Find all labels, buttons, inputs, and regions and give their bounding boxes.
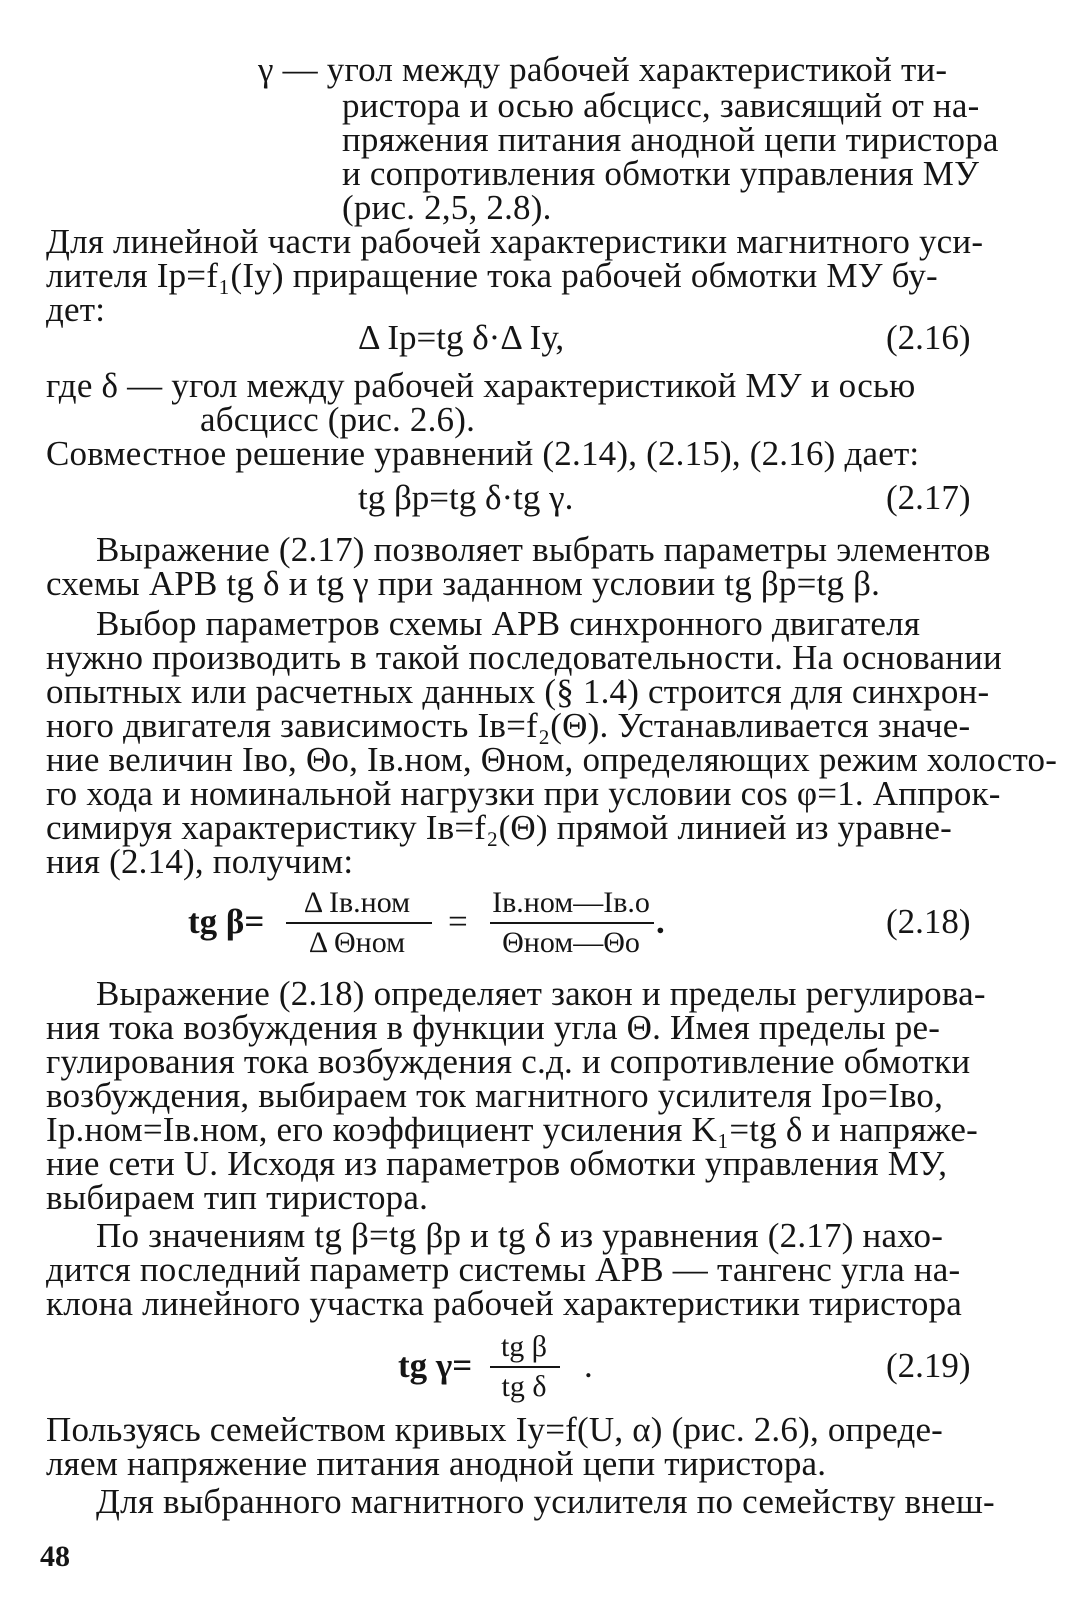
- fraction-numerator: Δ Iв.ном: [303, 886, 411, 919]
- equation-2-18-lhs: tg β=: [188, 902, 265, 941]
- text-line: выбираем тип тиристора.: [46, 1178, 429, 1217]
- text-line: го хода и номинальной нагрузки при условии cos φ=1. Аппрок-: [46, 774, 1001, 813]
- equation-number: (2.16): [886, 318, 971, 357]
- equation-2-16: Δ Iр=tg δ·Δ Iу,: [358, 318, 565, 357]
- equation-2-19-lhs: tg γ=: [398, 1346, 473, 1385]
- text-line: ния (2.14), получим:: [46, 842, 354, 881]
- text-line: клона линейного участка рабочей характеристики тиристора: [46, 1284, 963, 1323]
- text-line: нужно производить в такой последовательности. На основании: [46, 638, 1002, 677]
- fraction-bar: [490, 922, 654, 924]
- text-line: Выражение (2.17) позволяет выбрать параметры элементов: [96, 530, 991, 569]
- text-line: ного двигателя зависимость Iв=f₂(Θ). Устанавливается значе-: [46, 706, 971, 745]
- equation-2-17: tg βр=tg δ·tg γ.: [358, 478, 574, 517]
- fraction-numerator: tg β: [500, 1330, 548, 1363]
- fraction-numerator: Iв.ном—Iв.о: [492, 886, 650, 919]
- text-line: Совместное решение уравнений (2.14), (2.15), (2.16) дает:: [46, 434, 920, 473]
- fraction-denominator: tg δ: [501, 1370, 547, 1403]
- text-line: ние величин Iво, Θо, Iв.ном, Θном, определяющих режим холосто-: [46, 740, 1058, 779]
- text-line: ляем напряжение питания анодной цепи тиристора.: [46, 1444, 827, 1483]
- text-line: Для линейной части рабочей характеристики магнитного уси-: [46, 222, 984, 261]
- text-line: (рис. 2,5, 2.8).: [342, 188, 552, 227]
- equation-number: (2.18): [886, 902, 971, 941]
- text-line: ние сети U. Исходя из параметров обмотки управления МУ,: [46, 1144, 948, 1183]
- equals-sign: =: [448, 902, 468, 941]
- text-line: По значениям tg β=tg βр и tg δ из уравнения (2.17) нахо-: [96, 1216, 944, 1255]
- text-line: опытных или расчетных данных (§ 1.4) строится для синхрон-: [46, 672, 990, 711]
- text-line: пряжения питания анодной цепи тиристора: [342, 120, 999, 159]
- fraction-denominator: Θном—Θо: [502, 926, 640, 959]
- text-line: где δ — угол между рабочей характеристикой МУ и осью: [46, 366, 916, 405]
- text-line: абсцисс (рис. 2.6).: [200, 400, 476, 439]
- text-line: Выражение (2.18) определяет закон и пределы регулирова-: [96, 974, 986, 1013]
- equation-number: (2.17): [886, 478, 971, 517]
- text-line: Для выбранного магнитного усилителя по семейству внеш-: [96, 1482, 995, 1521]
- text-line: дет:: [46, 290, 106, 329]
- page-number: 48: [40, 1540, 70, 1573]
- text-line: возбуждения, выбираем ток магнитного усилителя Iро=Iво,: [46, 1076, 944, 1115]
- text-line: Iр.ном=Iв.ном, его коэффициент усиления K₁=tg δ и напряже-: [46, 1110, 979, 1149]
- text-line: гулирования тока возбуждения с.д. и сопротивление обмотки: [46, 1042, 971, 1081]
- text-line: Пользуясь семейством кривых Iу=f(U, α) (рис. 2.6), опреде-: [46, 1410, 944, 1449]
- fraction-bar: [286, 922, 432, 924]
- text-line: схемы АРВ tg δ и tg γ при заданном условии tg βр=tg β.: [46, 564, 881, 603]
- fraction-bar: [490, 1366, 560, 1368]
- equation-period: .: [656, 902, 665, 941]
- fraction-denominator: Δ Θном: [308, 926, 406, 959]
- text-line: ния тока возбуждения в функции угла Θ. Имея пределы ре-: [46, 1008, 941, 1047]
- equation-period: .: [584, 1346, 593, 1385]
- text-line: ристора и осью абсцисс, зависящий от на-: [342, 86, 980, 125]
- text-line: дится последний параметр системы АРВ — тангенс угла на-: [46, 1250, 961, 1289]
- text-line: γ — угол между рабочей характеристикой ти-: [258, 50, 948, 89]
- text-line: лителя Iр=f₁(Iу) приращение тока рабочей обмотки МУ бу-: [46, 256, 938, 295]
- text-line: и сопротивления обмотки управления МУ: [342, 154, 980, 193]
- equation-number: (2.19): [886, 1346, 971, 1385]
- text-line: симируя характеристику Iв=f₂(Θ) прямой линией из уравне-: [46, 808, 952, 847]
- text-line: Выбор параметров схемы АРВ синхронного двигателя: [96, 604, 921, 643]
